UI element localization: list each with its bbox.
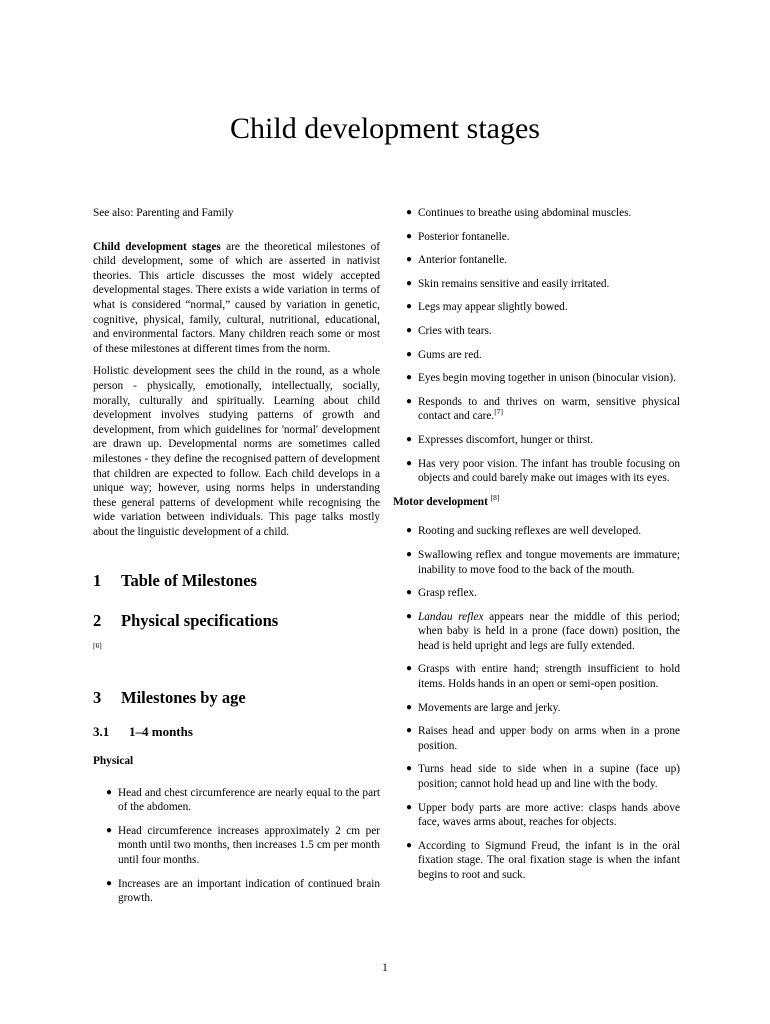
physical-list [93,786,380,906]
bullet-icon: ● [406,801,413,813]
motor-list [393,524,680,882]
section-heading-2: 2 Physical specifications [93,611,279,631]
left-column [93,206,380,915]
bullet-icon: ● [406,457,413,469]
bullet-icon: ● [406,254,413,266]
page-title: Child development stages [230,112,540,145]
list-item: ● Legs may appear slightly bowed. [406,301,568,314]
bullet-icon: ● [406,301,413,313]
bullet-icon: ● [106,824,113,836]
list-item: ● Eyes begin moving together in unison (binocular vision). [406,372,676,385]
list-item: ● Swallowing reflex and tongue movements are immature; inability to move food to the back of the mouth. [406,548,680,576]
intro-lead-bold: Child development stages [93,240,221,253]
list-item: ● Anterior fontanelle. [406,254,508,267]
citation-7: [7] [494,407,503,417]
list-item: ● Turns head side to side when in a supine (face up) position; cannot hold head up and line with the body. [406,763,680,791]
list-item: ● Grasp reflex. [406,587,477,600]
bullet-icon: ● [406,277,413,289]
bullet-icon: ● [406,395,413,407]
intro-paragraph [93,240,380,357]
bullet-icon: ● [406,725,413,737]
bullet-icon: ● [406,525,413,537]
bullet-icon: ● [406,348,413,360]
list-item: ● Rooting and sucking reflexes are well developed. [406,525,642,538]
bullet-icon: ● [406,663,413,675]
intro-lead-text: are the theoretical milestones of child development, some of which are asserted in nativist theories. This article discusses the most widely accepted developmental stages. There exists a wide variation in terms of what is considered “normal,” caused by variation in genetic, cognitive, physical, family, cultural, nutritional, educational, and environmental factors. Many children reach some or most of these milestones at different times from the norm. [93,240,380,355]
list-item: ● Responds to and thrives on warm, sensitive physical contact and care.[7] [406,395,680,423]
list-item: ● Gums are red. [406,348,482,361]
right-column [393,206,680,892]
physical-list-continued [393,206,680,486]
list-item: ● According to Sigmund Freud, the infant is in the oral fixation stage. The oral fixation stage is when the infant begins to root and suck. [406,839,680,881]
bullet-icon: ● [406,587,413,599]
bullet-icon: ● [406,433,413,445]
list-item: ● Grasps with entire hand; strength insufficient to hold items. Holds hands in an open or semi-open position. [406,663,680,691]
page-number: 1 [382,962,388,974]
list-item: ● Skin remains sensitive and easily irritated. [406,277,610,290]
bullet-icon: ● [106,877,113,889]
citation-6: [6] [93,641,102,651]
bullet-icon: ● [406,230,413,242]
list-item: ● Continues to breathe using abdominal muscles. [406,207,632,219]
bullet-icon: ● [406,763,413,775]
list-item: ● Cries with tears. [406,324,492,337]
bullet-icon: ● [406,372,413,384]
physical-heading: Physical [93,755,134,768]
list-item: ● Increases are an important indication of continued brain growth. [106,877,380,905]
bullet-icon: ● [406,207,413,218]
landau-reflex-link: Landau reflex [418,610,484,623]
list-item: ● Expresses discomfort, hunger or thirst. [406,433,594,446]
holistic-paragraph: Holistic development sees the child in the round, as a whole person - physically, emotionally, intellectually, socially, morally, culturally and spiritually. Learning about child development involves studying patterns of growth and development, from which guidelines for 'normal' development are drawn up. Developmental norms are sometimes called milestones - they define the recognised pattern of development that children are expected to follow. Each child develops in a unique way; however, using norms helps in understanding these general patterns of development while recognising the wide variation between individuals. This page talks mostly about the linguistic development of a child. [93,365,380,538]
subsection-heading-3-1: 3.1 1–4 months [93,724,193,740]
section-heading-3: 3 Milestones by age [93,688,246,708]
list-item: ● Landau reflex appears near the middle of this period; when baby is held in a prone (face down) position, the head is held upright and legs are fully extended. [406,610,680,652]
bullet-icon: ● [406,839,413,851]
bullet-icon: ● [406,610,413,622]
citation-8: [8] [490,492,500,502]
bullet-icon: ● [406,548,413,560]
section-heading-1: 1 Table of Milestones [93,571,257,591]
bullet-icon: ● [406,324,413,336]
bullet-icon: ● [106,786,113,798]
list-item: ● Raises head and upper body on arms when in a prone position. [406,725,680,752]
list-item: ● Head and chest circumference are nearly equal to the part of the abdomen. [106,786,380,814]
list-item: ● Head circumference increases approximately 2 cm per month until two months, then increases 1.5 cm per month until four months. [106,824,380,867]
list-item: ● Upper body parts are more active: clasps hands above face, waves arms about, reaches for objects. [406,801,680,829]
see-also-line: See also: Parenting and Family [93,207,234,219]
bullet-icon: ● [406,701,413,713]
list-item: ● Posterior fontanelle. [406,230,510,243]
list-item: ● Has very poor vision. The infant has trouble focusing on objects and could barely make out images with its eyes. [406,457,680,485]
motor-development-heading: Motor development [8] [393,492,500,508]
list-item: ● Movements are large and jerky. [406,701,561,714]
